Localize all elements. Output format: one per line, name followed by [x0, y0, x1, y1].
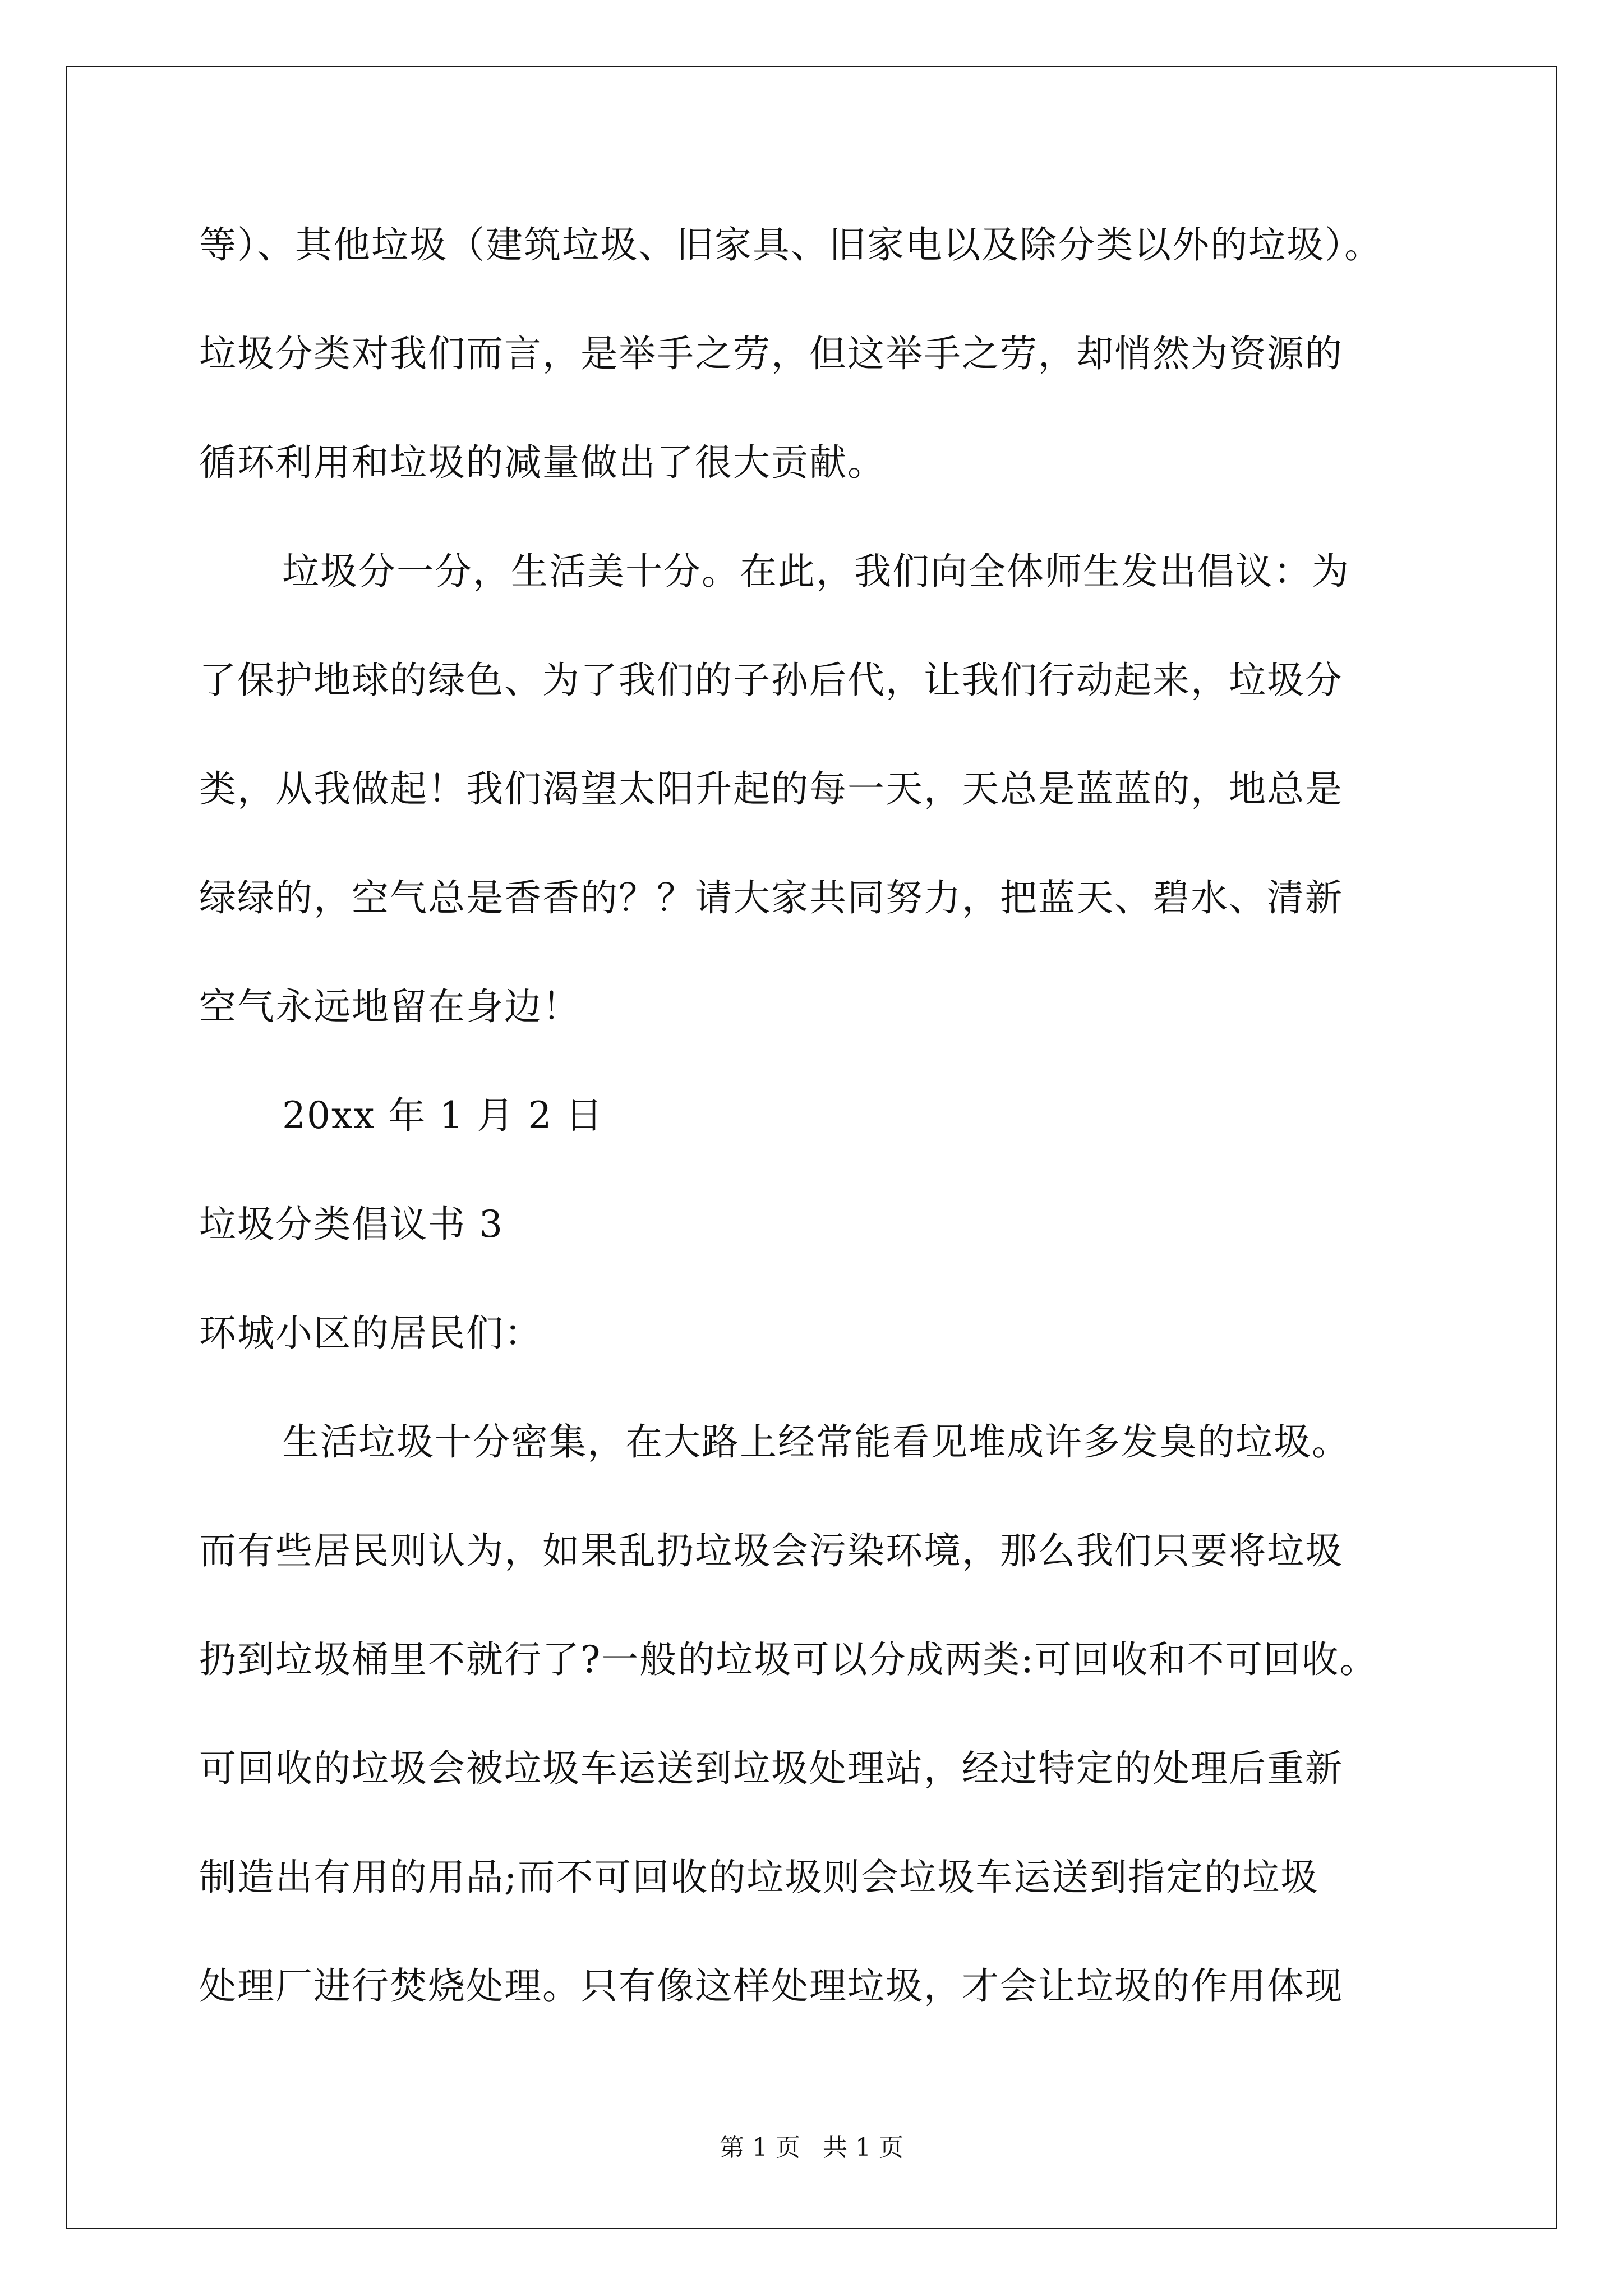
text-line: 空气永远地留在身边！	[199, 985, 580, 1028]
text-line: 绿绿的，空气总是香香的？？请大家共同努力，把蓝天、碧水、清新	[199, 876, 1343, 919]
text-line: 了保护地球的绿色、为了我们的子孙后代，让我们行动起来，垃圾分	[199, 659, 1343, 702]
page-number-current: 第 1 页	[720, 2133, 800, 2162]
document-body	[199, 191, 1450, 2041]
text-line: 可回收的垃圾会被垃圾车运送到垃圾处理站，经过特定的处理后重新	[199, 1747, 1343, 1790]
text-line: 循环利用和垃圾的减量做出了很大贡献。	[199, 441, 886, 484]
paragraph-start-line: 垃圾分一分，生活美十分。在此，我们向全体师生发出倡议：为	[282, 550, 1350, 593]
section-title: 垃圾分类倡议书 3	[199, 1203, 504, 1246]
paragraph-start-line: 生活垃圾十分密集，在大路上经常能看见堆成许多发臭的垃圾。	[282, 1420, 1350, 1464]
page-footer	[0, 2127, 1623, 2163]
text-line: 等）、其他垃圾（建筑垃圾、旧家具、旧家电以及除分类以外的垃圾）。	[199, 223, 1382, 266]
text-line: 垃圾分类对我们而言，是举手之劳，但这举手之劳，却悄然为资源的	[199, 332, 1343, 375]
text-line: 制造出有用的用品;而不可回收的垃圾则会垃圾车运送到指定的垃圾	[199, 1856, 1319, 1899]
salutation-line: 环城小区的居民们：	[199, 1312, 542, 1355]
text-line: 而有些居民则认为，如果乱扔垃圾会污染环境，那么我们只要将垃圾	[199, 1529, 1343, 1572]
text-line: 类，从我做起！我们渴望太阳升起的每一天，天总是蓝蓝的，地总是	[199, 767, 1343, 811]
page-number-total: 共 1 页	[823, 2133, 903, 2162]
date-line: 20xx 年 1 月 2 日	[282, 1094, 604, 1137]
text-line: 扔到垃圾桶里不就行了?一般的垃圾可以分成两类:可回收和不可回收。	[199, 1638, 1378, 1681]
text-line: 处理厂进行焚烧处理。只有像这样处理垃圾，才会让垃圾的作用体现	[199, 1964, 1343, 2008]
